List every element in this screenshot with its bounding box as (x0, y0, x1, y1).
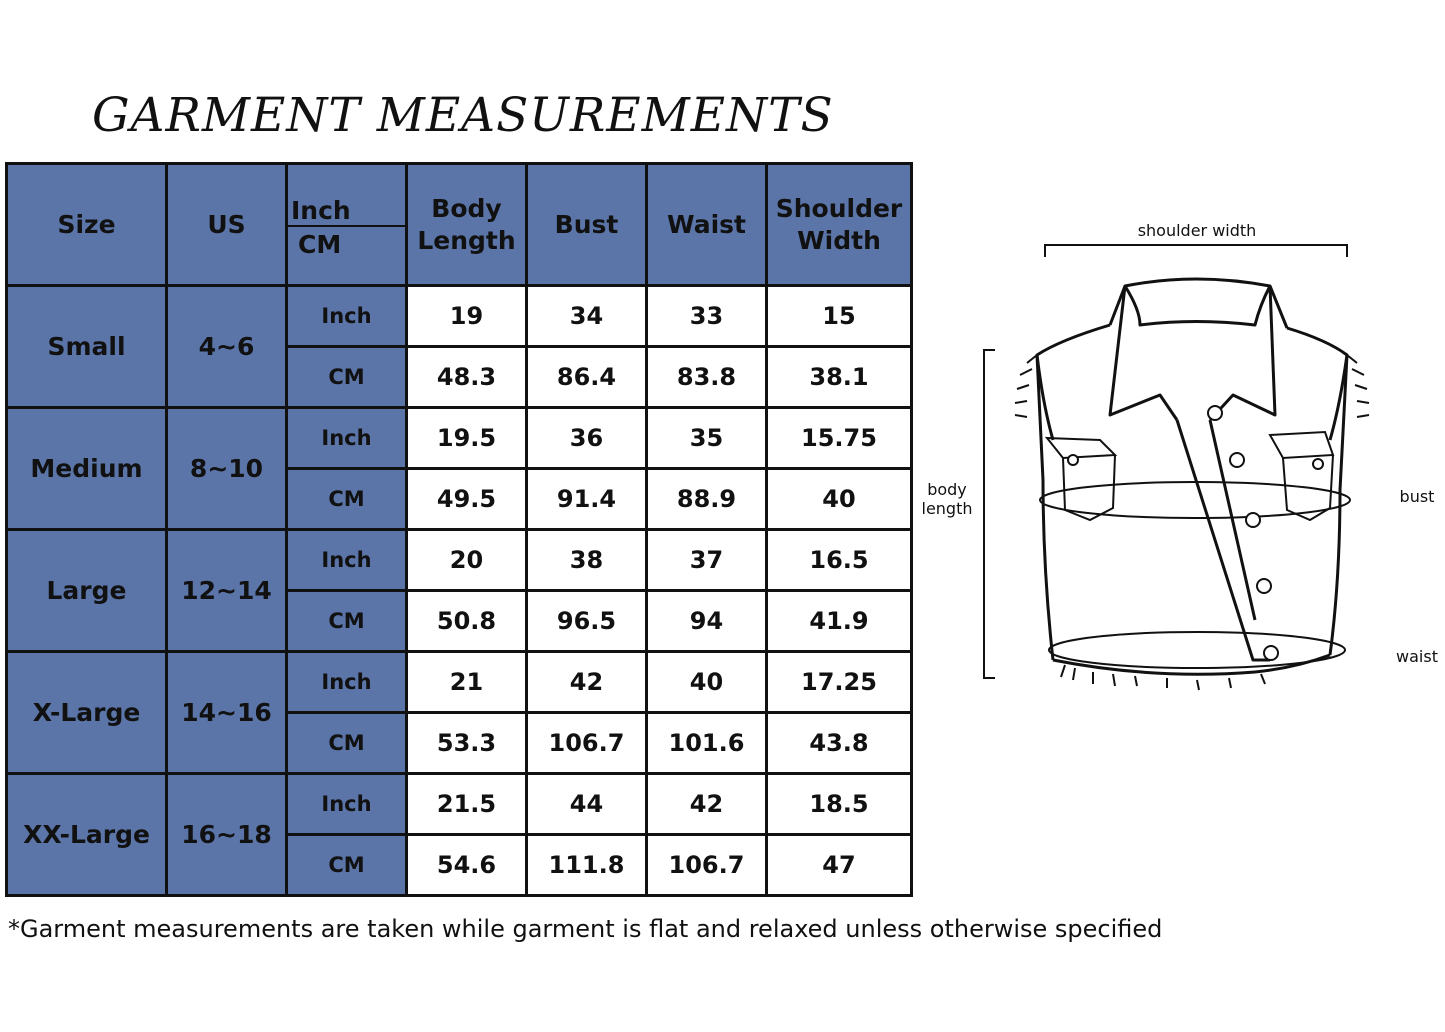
shoulder-width-label: shoulder width (1137, 221, 1257, 240)
shoulder-value: 47 (767, 835, 912, 896)
bust-value: 36 (527, 408, 647, 469)
bust-measure-ellipse (1040, 482, 1350, 518)
unit-cm: CM (287, 713, 407, 774)
shoulder-value: 40 (767, 469, 912, 530)
body-length-value: 19.5 (407, 408, 527, 469)
header-shoulder-line2: Width (797, 225, 881, 255)
vest-measurement-diagram (915, 210, 1440, 710)
body-length-value: 21 (407, 652, 527, 713)
body-length-bracket (984, 350, 995, 678)
us-size: 12~14 (167, 530, 287, 652)
waist-value: 83.8 (647, 347, 767, 408)
body-length-value: 50.8 (407, 591, 527, 652)
shoulder-value: 15 (767, 286, 912, 347)
header-body-length-line1: Body (431, 193, 502, 223)
us-size: 16~18 (167, 774, 287, 896)
us-size: 4~6 (167, 286, 287, 408)
body-length-value: 19 (407, 286, 527, 347)
header-us: US (167, 164, 287, 286)
header-shoulder-line1: Shoulder (775, 193, 903, 223)
us-size: 14~16 (167, 652, 287, 774)
size-label: Medium (7, 408, 167, 530)
header-unit-inch: Inch (291, 196, 351, 225)
shoulder-value: 17.25 (767, 652, 912, 713)
bust-value: 96.5 (527, 591, 647, 652)
shoulder-width-bracket (1045, 245, 1347, 257)
unit-inch: Inch (287, 530, 407, 591)
right-pocket-flap (1270, 432, 1333, 458)
header-size: Size (7, 164, 167, 286)
waist-measure-ellipse (1049, 632, 1345, 668)
shoulder-value: 38.1 (767, 347, 912, 408)
size-label: Small (7, 286, 167, 408)
us-size: 8~10 (167, 408, 287, 530)
header-unit-cm: CM (298, 230, 342, 259)
body-length-value: 48.3 (407, 347, 527, 408)
bust-label: bust (1399, 487, 1435, 506)
waist-value: 33 (647, 286, 767, 347)
header-unit-divider (288, 225, 405, 227)
unit-cm: CM (287, 347, 407, 408)
body-length-value: 53.3 (407, 713, 527, 774)
page-title: GARMENT MEASUREMENTS (92, 88, 834, 143)
unit-inch: Inch (287, 652, 407, 713)
table-header-row (7, 164, 912, 286)
waist-label: waist (1396, 647, 1438, 666)
bust-value: 91.4 (527, 469, 647, 530)
header-body-length (407, 164, 527, 286)
unit-inch: Inch (287, 286, 407, 347)
shoulder-value: 43.8 (767, 713, 912, 774)
waist-value: 37 (647, 530, 767, 591)
waist-value: 94 (647, 591, 767, 652)
size-chart-table (5, 162, 913, 897)
bust-value: 106.7 (527, 713, 647, 774)
waist-value: 88.9 (647, 469, 767, 530)
shoulder-value: 41.9 (767, 591, 912, 652)
waist-value: 101.6 (647, 713, 767, 774)
left-fringe (1015, 355, 1037, 417)
header-body-length-line2: Length (417, 225, 516, 255)
waist-value: 40 (647, 652, 767, 713)
table-row (7, 774, 912, 835)
body-length-value: 54.6 (407, 835, 527, 896)
unit-cm: CM (287, 469, 407, 530)
vest-icon (1037, 279, 1347, 674)
table-row (7, 408, 912, 469)
shoulder-value: 18.5 (767, 774, 912, 835)
table-row (7, 530, 912, 591)
header-waist: Waist (647, 164, 767, 286)
unit-cm: CM (287, 591, 407, 652)
left-pocket-flap (1047, 438, 1115, 458)
bust-value: 111.8 (527, 835, 647, 896)
shoulder-value: 15.75 (767, 408, 912, 469)
waist-value: 106.7 (647, 835, 767, 896)
bust-value: 34 (527, 286, 647, 347)
bust-value: 44 (527, 774, 647, 835)
table-row (7, 652, 912, 713)
footnote: *Garment measurements are taken while garment is flat and relaxed unless otherwise specified (8, 915, 1163, 943)
body-length-value: 20 (407, 530, 527, 591)
unit-cm: CM (287, 835, 407, 896)
body-length-value: 49.5 (407, 469, 527, 530)
size-label: X-Large (7, 652, 167, 774)
body-length-label-line1: body (927, 480, 967, 499)
waist-value: 42 (647, 774, 767, 835)
header-bust: Bust (527, 164, 647, 286)
table-row (7, 286, 912, 347)
size-label: XX-Large (7, 774, 167, 896)
vest-details (1015, 355, 1369, 690)
waist-value: 35 (647, 408, 767, 469)
unit-inch: Inch (287, 408, 407, 469)
header-unit (287, 164, 407, 286)
header-shoulder-width (767, 164, 912, 286)
shoulder-value: 16.5 (767, 530, 912, 591)
bust-value: 86.4 (527, 347, 647, 408)
bust-value: 42 (527, 652, 647, 713)
bust-value: 38 (527, 530, 647, 591)
body-length-value: 21.5 (407, 774, 527, 835)
hem-fringe (1061, 665, 1265, 690)
right-fringe (1347, 355, 1369, 417)
vest-buttons (1068, 406, 1323, 660)
size-label: Large (7, 530, 167, 652)
body-length-label-line2: length (921, 499, 973, 518)
unit-inch: Inch (287, 774, 407, 835)
